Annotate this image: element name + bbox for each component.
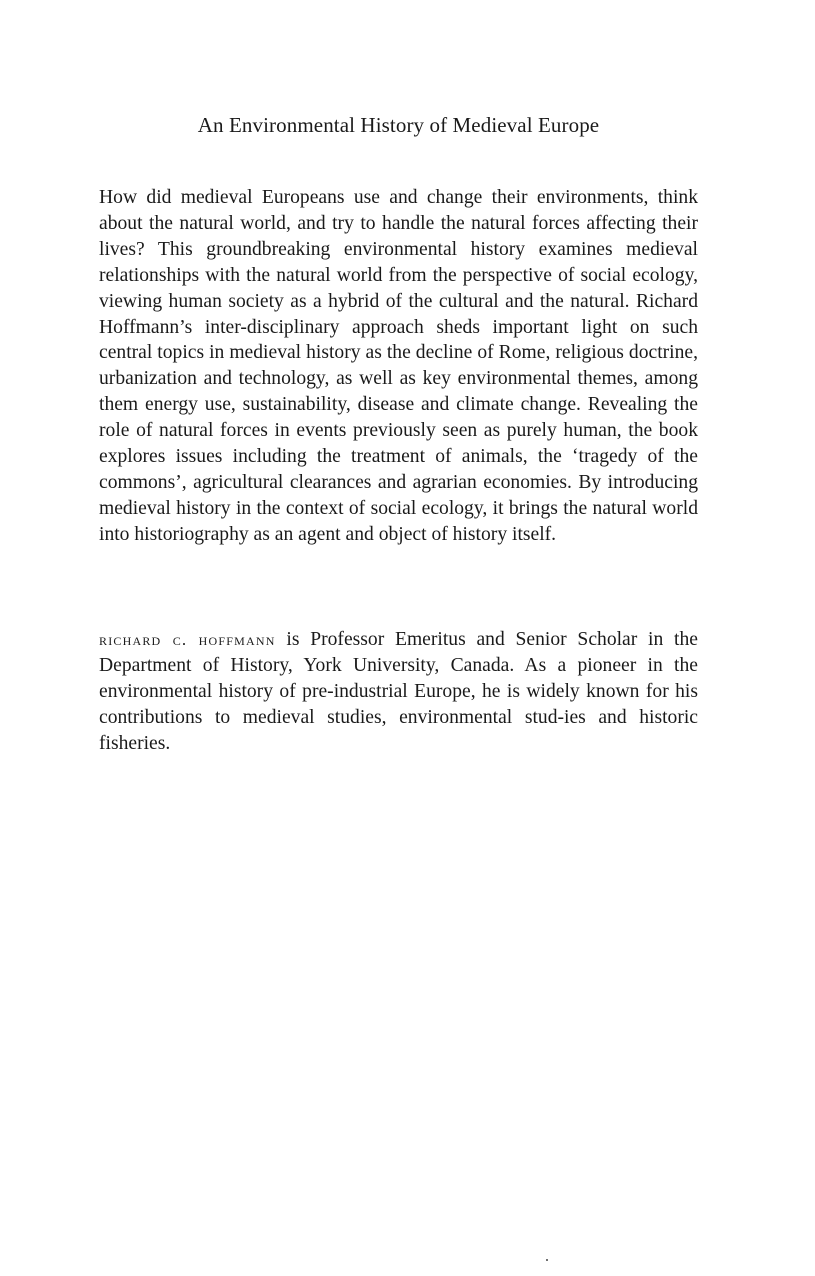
author-biography bbox=[99, 627, 698, 757]
book-description: How did medieval Europeans use and change their environments, think about the natural world, and try to handle the natural forces affecting their lives? This groundbreaking environmental history examines medieval relationships with the natural world from the perspective of social ecology, viewing human society as a hybrid of the cultural and the natural. Richard Hoffmann’s inter-disciplinary approach sheds important light on such central topics in medieval history as the decline of Rome, religious doctrine, urbanization and technology, as well as key environmental themes, among them energy use, sustainability, disease and climate change. Revealing the role of natural forces in events previously seen as purely human, the book explores issues including the treatment of animals, the ‘tragedy of the commons’, agricultural clearances and agrarian economies. By introducing medieval history in the context of social ecology, it brings the natural world into historiography as an agent and object of history itself. bbox=[99, 187, 698, 545]
author-bio-text: is Professor Emeritus and Senior Scholar in the Department of History, York University, Canada. As a pioneer in the environmental history of pre-industrial Europe, he is widely known for his contributions to medieval studies, environmental stud-ies and historic fisheries. bbox=[99, 629, 698, 754]
book-title: An Environmental History of Medieval Europe bbox=[197, 113, 600, 137]
page-mark bbox=[546, 1259, 548, 1261]
author-name: richard c. hoffmann bbox=[99, 630, 276, 649]
